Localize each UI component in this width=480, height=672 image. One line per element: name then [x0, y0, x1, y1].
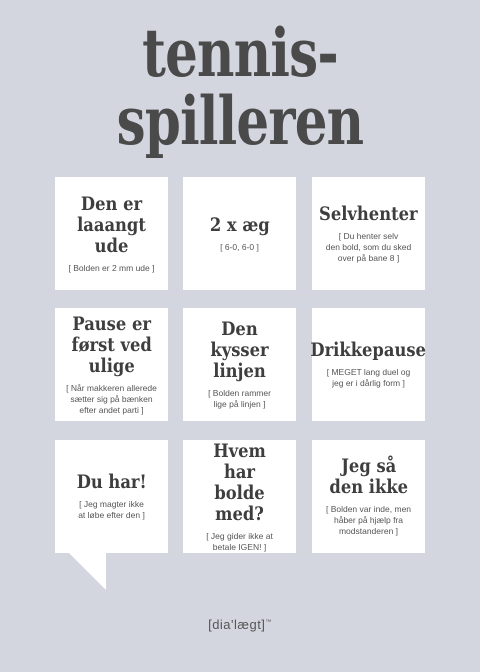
brand-logo — [0, 617, 480, 632]
brand-logo-text: [dia'lægt] — [208, 617, 266, 632]
card-7-speech-bubble — [55, 440, 168, 553]
card-heading: Selvhenter — [319, 202, 418, 225]
card-8 — [183, 440, 296, 553]
card-heading: Den kysser linjen — [210, 318, 269, 382]
poster-title-line-2: spilleren — [116, 82, 364, 160]
card-heading: Hvem har bolde med? — [213, 439, 266, 525]
card-2 — [183, 177, 296, 290]
card-subtitle: [ Bolden er 2 mm ude ] — [68, 262, 155, 273]
card-subtitle: [ Bolden rammer lige på linjen ] — [208, 388, 271, 409]
card-5 — [183, 308, 296, 421]
card-heading: 2 x æg — [209, 213, 270, 236]
card-subtitle: [ Når makkeren allerede sætter sig på bænken efter andet parti ] — [66, 382, 157, 415]
card-heading: Du har! — [76, 471, 147, 493]
card-heading: Jeg så den ikke — [329, 455, 408, 498]
speech-bubble-tail-icon — [68, 552, 106, 590]
card-9 — [312, 440, 425, 553]
poster-title-line-1: tennis- — [142, 14, 338, 92]
card-subtitle: [ Du henter selv den bold, som du sked over på bane 8 ] — [325, 230, 412, 263]
card-heading: Pause er først ved ulige — [71, 312, 152, 377]
card-heading: Drikkepause — [310, 339, 427, 361]
card-6 — [312, 308, 425, 421]
card-subtitle: [ MEGET lang duel og jeg er i dårlig form ] — [326, 367, 411, 388]
card-subtitle: [ Bolden var inde, men håber på hjælp fra modstanderen ] — [325, 504, 412, 536]
card-subtitle: [ 6-0, 6-0 ] — [220, 241, 259, 252]
card-heading: Den er laaangt ude — [77, 192, 146, 257]
trademark-symbol: ™ — [265, 619, 272, 626]
card-4 — [55, 308, 168, 421]
card-3 — [312, 177, 425, 290]
card-1 — [55, 177, 168, 290]
card-subtitle: [ Jeg gider ikke at betale IGEN! ] — [206, 530, 273, 552]
card-subtitle: [ Jeg magter ikke at løbe efter den ] — [78, 499, 145, 520]
